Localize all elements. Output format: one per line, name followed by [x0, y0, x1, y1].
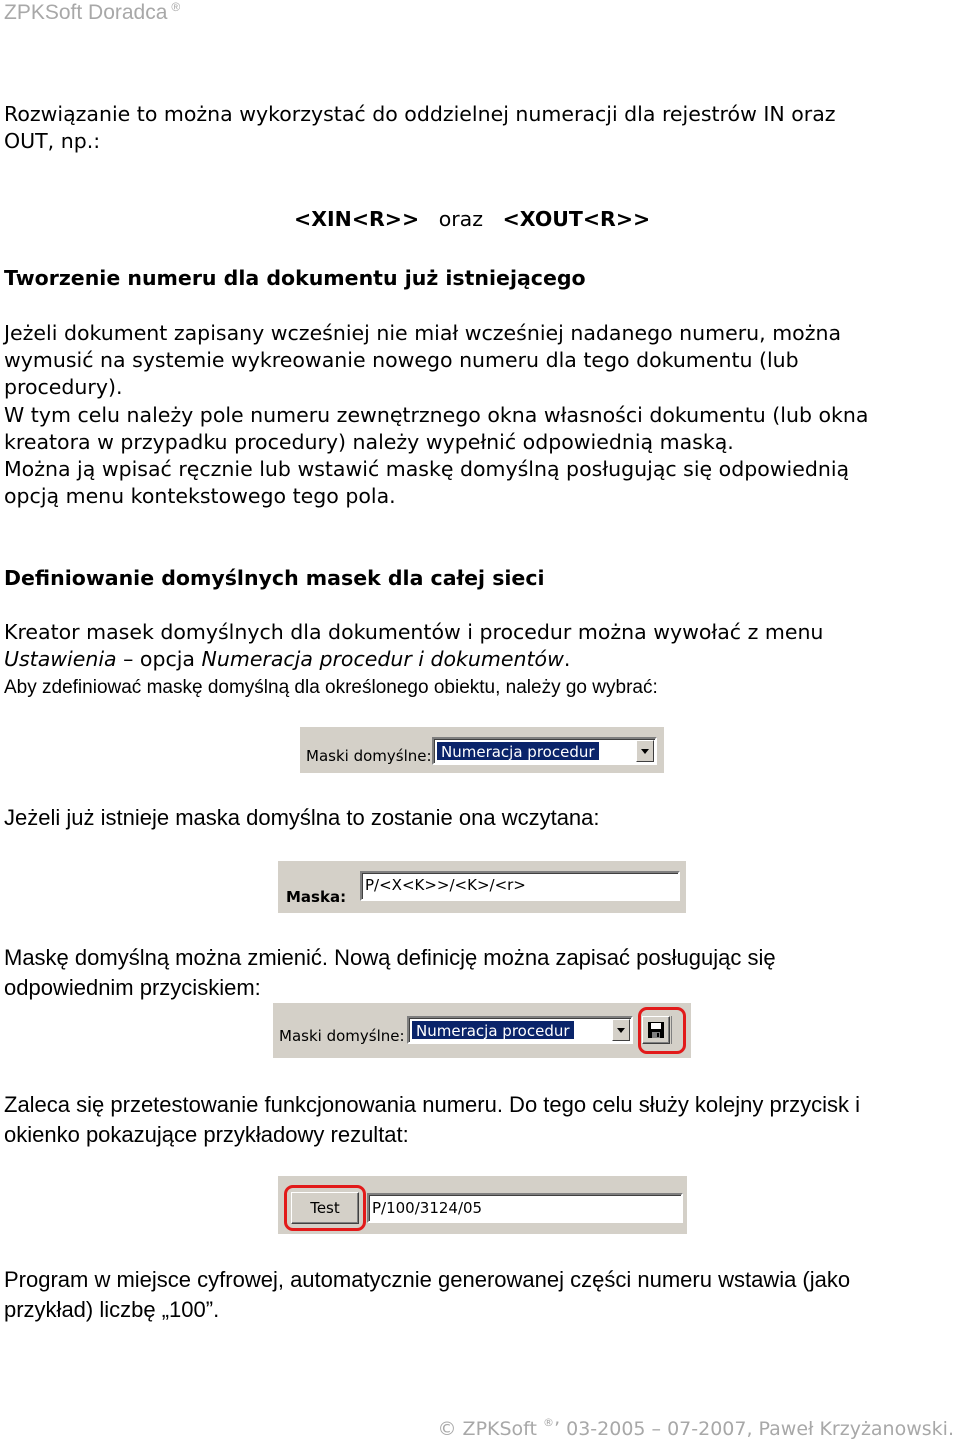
default-masks-panel: [300, 727, 664, 773]
mask-example-oraz: oraz: [438, 207, 483, 231]
section1-line: opcją menu kontekstowego tego pola.: [4, 484, 396, 508]
menu-ustawienia: Ustawienia: [4, 647, 117, 671]
chevron-down-icon[interactable]: [636, 740, 654, 762]
para-change-line-2: odpowiednim przyciskiem:: [4, 975, 261, 1000]
default-masks-selected: Numeracja procedur: [412, 1021, 574, 1039]
test-button[interactable]: Test: [291, 1192, 359, 1224]
para-test-line-2: okienko pokazujące przykładowy rezultat:: [4, 1122, 409, 1147]
floppy-disk-icon: [647, 1021, 665, 1039]
section1-line: kreatora w przypadku procedury) należy wypełnić odpowiednią maską.: [4, 430, 734, 454]
section2-line-3: Aby zdefiniować maskę domyślną dla określonego obiektu, należy go wybrać:: [4, 677, 658, 698]
default-masks-select[interactable]: [432, 737, 657, 765]
section2-heading: Definiowanie domyślnych masek dla całej sieci: [4, 566, 545, 590]
default-masks-save-panel: [273, 1003, 691, 1058]
save-mask-button[interactable]: [642, 1016, 670, 1044]
para-change-line-1: Maskę domyślną można zmienić. Nową definicję można zapisać posługując się: [4, 945, 776, 970]
para-final-line-1: Program w miejsce cyfrowej, automatycznie generowanej części numeru wstawia (jako: [4, 1267, 851, 1292]
intro-line-2: OUT, np.:: [4, 129, 101, 153]
test-result-field[interactable]: P/100/3124/05: [367, 1193, 683, 1223]
test-panel: [278, 1176, 687, 1234]
default-masks-selected: Numeracja procedur: [437, 742, 599, 760]
menu-numeracja: Numeracja procedur i dokumentów: [201, 647, 564, 671]
section1-line: procedury).: [4, 375, 123, 399]
section2-line-2: Ustawienia – opcja Numeracja procedur i dokumentów.: [4, 647, 571, 671]
header-title: ZPKSoft Doradca: [4, 1, 168, 24]
mask-input[interactable]: P/<X<K>>/<K>/<r>: [360, 871, 680, 901]
mask-label: Maska:: [286, 888, 347, 906]
toolbar-edge: [671, 1016, 682, 1044]
default-masks-label: Maski domyślne:: [306, 747, 432, 765]
section1-line: wymusić na systemie wykreowanie nowego numeru dla tego dokumentu (lub: [4, 348, 799, 372]
para-loaded: Jeżeli już istnieje maska domyślna to zostanie ona wczytana:: [4, 805, 600, 830]
default-masks-select[interactable]: [407, 1016, 633, 1044]
mask-example-in: <XIN<R>>: [294, 207, 420, 231]
footer-copy: © ZPKSoft: [437, 1418, 537, 1440]
footer-rest: ’ 03-2005 – 07-2007, Paweł Krzyżanowski.: [554, 1418, 954, 1440]
para-final-line-2: przykład) liczbę „100”.: [4, 1297, 220, 1322]
section1-line: Jeżeli dokument zapisany wcześniej nie miał wcześniej nadanego numeru, można: [4, 321, 842, 345]
intro-line-1: Rozwiązanie to można wykorzystać do oddzielnej numeracji dla rejestrów IN oraz: [4, 102, 836, 126]
page-header: [4, 0, 180, 25]
section1-heading: Tworzenie numeru dla dokumentu już istniejącego: [4, 266, 586, 290]
section1-line: W tym celu należy pole numeru zewnętrznego okna własności dokumentu (lub okna: [4, 403, 869, 427]
mask-example: [281, 183, 650, 231]
section2-line-1: Kreator masek domyślnych dla dokumentów i procedur można wywołać z menu: [4, 620, 824, 644]
chevron-down-icon[interactable]: [612, 1019, 630, 1041]
para-test-line-1: Zaleca się przetestowanie funkcjonowania numeru. Do tego celu służy kolejny przycisk i: [4, 1092, 860, 1117]
mask-example-out: <XOUT<R>>: [502, 207, 651, 231]
default-masks-label: Maski domyślne:: [279, 1027, 405, 1045]
section1-line: Można ją wpisać ręcznie lub wstawić maskę domyślną posługując się odpowiednią: [4, 457, 850, 481]
footer-reg-mark: ®: [543, 1416, 555, 1429]
header-reg-mark: ®: [171, 0, 181, 14]
mask-panel: [278, 861, 686, 913]
page-footer: [438, 1416, 954, 1440]
